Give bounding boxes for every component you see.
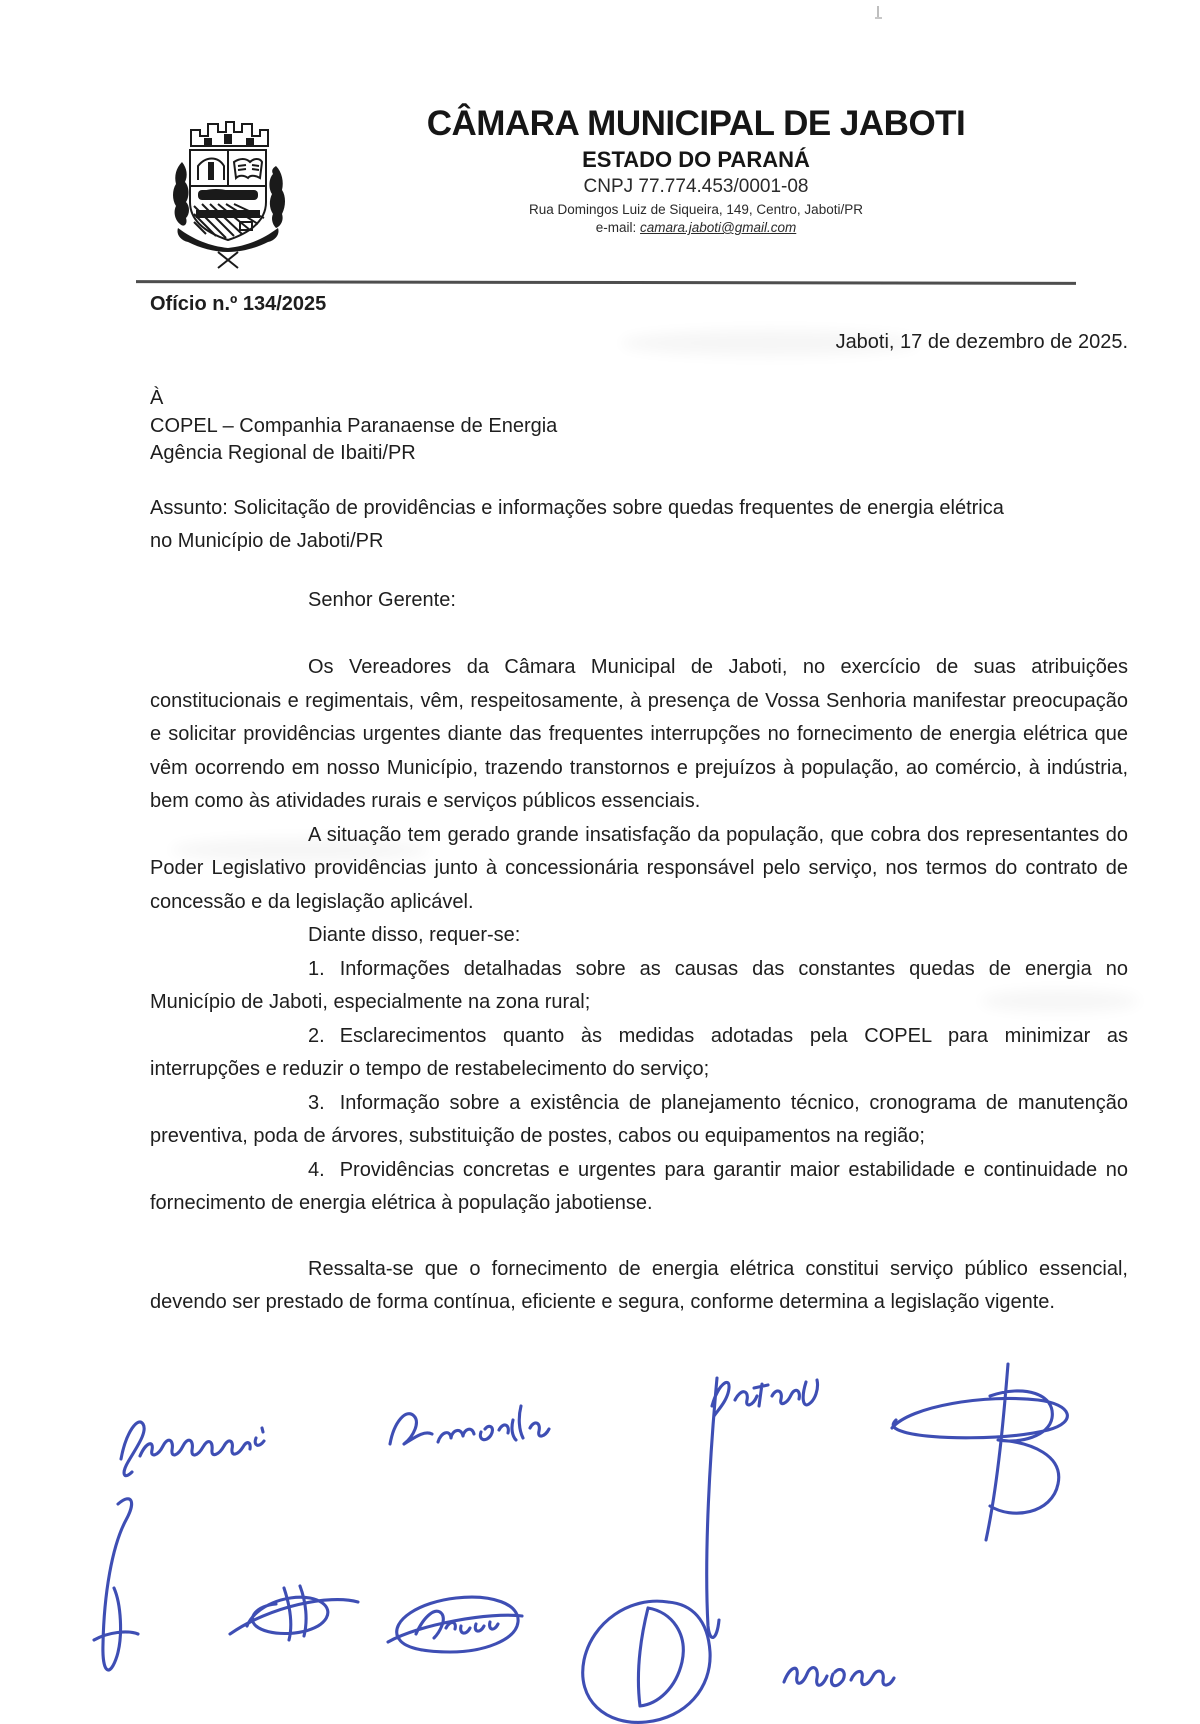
letterhead — [0, 104, 1200, 237]
date-line: Jaboti, 17 de dezembro de 2025. — [835, 330, 1128, 353]
item-text: Providências concretas e urgentes para garantir maior estabilidade e continuidade no fornecimento de energia elétrica à população jabotiense. — [150, 1158, 1128, 1214]
org-address: Rua Domingos Luiz de Siqueira, 149, Centro, Jaboti/PR — [529, 202, 863, 217]
request-item — [150, 953, 1128, 1020]
recipient-block — [150, 385, 1128, 468]
email-label: e-mail: — [595, 220, 640, 235]
request-item — [150, 1020, 1128, 1087]
oficio-number: Ofício n.º 134/2025 — [150, 293, 327, 315]
recipient-line: À — [150, 387, 164, 409]
signature-8 — [892, 1364, 1067, 1540]
item-number: 1. — [308, 957, 325, 980]
letterhead-divider — [136, 280, 1076, 285]
org-email-line — [300, 219, 1092, 237]
recipient-line: Agência Regional de Ibaiti/PR — [150, 442, 416, 464]
closing-paragraph: Ressalta-se que o fornecimento de energia elétrica constitui serviço público essencial, devendo ser prestado de forma contínua, eficiente e segura, conforme determina a legislação vigente. — [150, 1257, 1128, 1313]
salutation: Senhor Gerente: — [308, 588, 456, 611]
request-item — [150, 1154, 1128, 1221]
letter-body — [150, 288, 1128, 1320]
org-state: ESTADO DO PARANÁ — [582, 147, 810, 172]
signature-5 — [388, 1597, 522, 1652]
body-paragraph: Os Vereadores da Câmara Municipal de Jaboti, no exercício de suas atribuições constitucionais e regimentais, vêm, respeitosamente, à presença de Vossa Senhoria manifestar preocupação e solicitar providências urgentes diante das frequentes interrupções no fornecimento de energia elétrica que vêm ocorrendo em nosso Município, trazendo transtornos e prejuízos à população, ao comércio, à indústria, bem como às atividades rurais e serviços públicos essenciais. — [150, 656, 1128, 812]
item-number: 3. — [308, 1091, 325, 1114]
signature-4 — [390, 1406, 549, 1444]
subject-line: Assunto: Solicitação de providências e informações sobre quedas frequentes de energia elétrica — [150, 496, 1004, 519]
signature-2 — [94, 1499, 138, 1670]
signatures-layer — [0, 1344, 1200, 1724]
body-paragraph: A situação tem gerado grande insatisfação da população, que cobra dos representantes do Poder Legislativo providências junto à concessionária responsável pelo serviço, nos termos do contrato de concessão e da legislação aplicável. — [150, 823, 1128, 913]
signature-3 — [230, 1586, 358, 1640]
coat-of-arms-logo — [160, 110, 296, 270]
email-address: camara.jaboti@gmail.com — [640, 220, 797, 235]
signature-1 — [121, 1422, 264, 1476]
item-number: 4. — [308, 1158, 325, 1181]
request-item — [150, 1087, 1128, 1154]
subject-line: no Município de Jaboti/PR — [150, 529, 384, 552]
item-text: Informação sobre a existência de planejamento técnico, cronograma de manutenção preventiva, poda de árvores, substituição de postes, cabos ou equipamentos na região; — [150, 1091, 1128, 1147]
recipient-line: COPEL – Companhia Paranaense de Energia — [150, 414, 558, 437]
item-text: Esclarecimentos quanto às medidas adotadas pela COPEL para minimizar as interrupções e reduzir o tempo de restabelecimento do serviço; — [150, 1024, 1128, 1080]
subject-block — [150, 492, 1128, 558]
org-cnpj: CNPJ 77.774.453/0001-08 — [583, 176, 809, 197]
item-text: Informações detalhadas sobre as causas das constantes quedas de energia no Município de Jaboti, especialmente na zona rural; — [150, 957, 1128, 1013]
item-number: 2. — [308, 1024, 325, 1047]
signature-9 — [784, 1668, 894, 1686]
signature-7 — [707, 1378, 818, 1637]
request-intro: Diante disso, requer-se: — [308, 924, 521, 946]
org-name: CÂMARA MUNICIPAL DE JABOTI — [426, 104, 966, 143]
scan-artifact — [875, 6, 882, 21]
signature-6 — [583, 1601, 710, 1722]
letterhead-text — [300, 104, 1092, 237]
